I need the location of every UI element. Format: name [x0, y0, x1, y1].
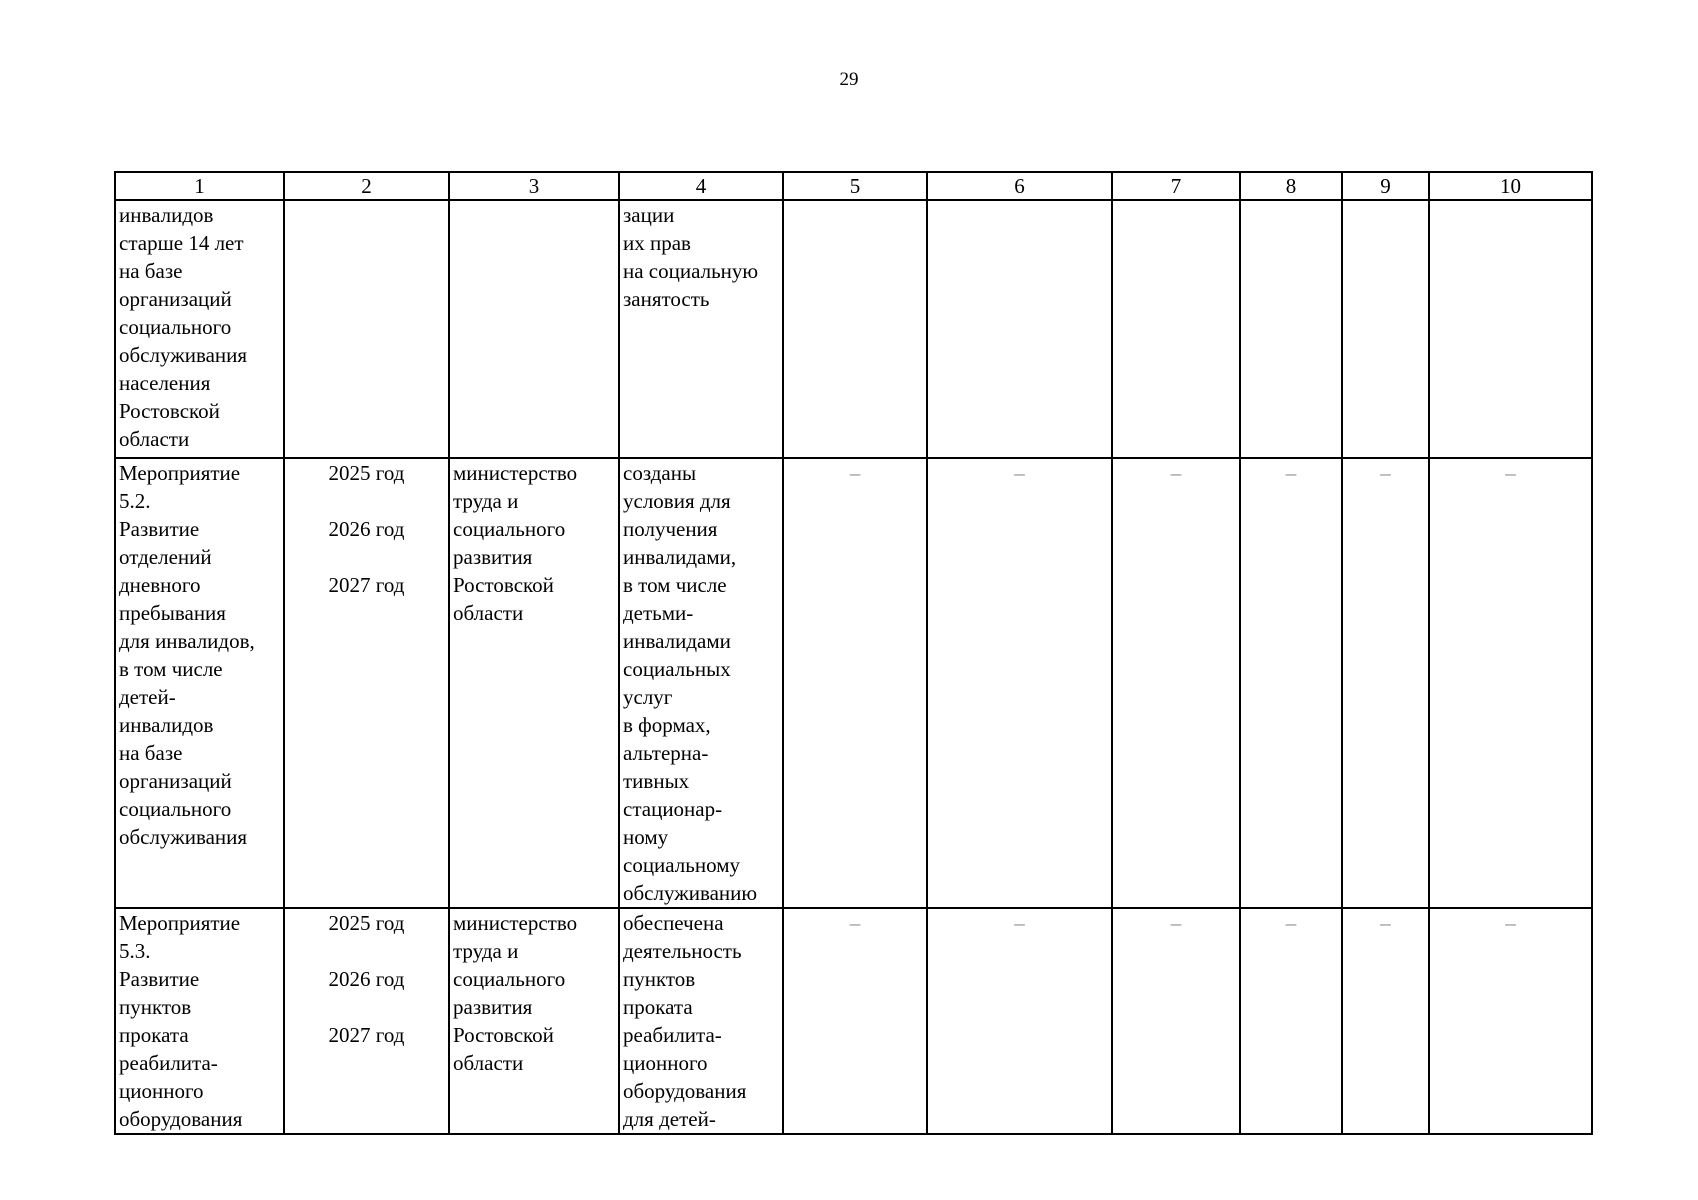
- measure-name-cell: Мероприятие 5.2. Развитие отделений дневного пребывания для инвалидов, в том числе детей- инвалидов на базе организаций социального обслуживания: [115, 458, 284, 908]
- table-row: [115, 458, 1592, 908]
- result-cell: обеспечена деятельность пунктов проката реабилита- ционного оборудования для детей-: [619, 908, 783, 1134]
- column-header-1: 1: [115, 172, 284, 200]
- value-cell: –: [1112, 908, 1240, 1134]
- value-cell: –: [1429, 908, 1592, 1134]
- table-row: [115, 200, 1592, 458]
- column-header-10: 10: [1429, 172, 1592, 200]
- column-header-9: 9: [1342, 172, 1429, 200]
- value-cell: –: [1112, 458, 1240, 908]
- value-cell: –: [783, 458, 927, 908]
- page-number: 29: [839, 69, 859, 90]
- result-cell: зации их прав на социальную занятость: [619, 200, 783, 458]
- period-cell: [284, 200, 449, 458]
- measure-name-cell: Мероприятие 5.3. Развитие пунктов проката реабилита- ционного оборудования: [115, 908, 284, 1134]
- value-cell: [1112, 200, 1240, 458]
- value-cell: –: [1342, 908, 1429, 1134]
- column-header-2: 2: [284, 172, 449, 200]
- executor-cell: министерство труда и социального развития Ростовской области: [449, 458, 619, 908]
- value-cell: –: [1240, 908, 1342, 1134]
- column-header-7: 7: [1112, 172, 1240, 200]
- period-cell: 2025 год 2026 год 2027 год: [284, 458, 449, 908]
- table-row: [115, 908, 1592, 1134]
- result-cell: созданы условия для получения инвалидами, в том числе детьми- инвалидами социальных услуг в формах, альтерна- тивных стационар- ному социальному обслуживанию: [619, 458, 783, 908]
- value-cell: –: [783, 908, 927, 1134]
- executor-cell: [449, 200, 619, 458]
- value-cell: [783, 200, 927, 458]
- period-cell: 2025 год 2026 год 2027 год: [284, 908, 449, 1134]
- value-cell: –: [1429, 458, 1592, 908]
- column-header-5: 5: [783, 172, 927, 200]
- value-cell: [927, 200, 1112, 458]
- program-table: [114, 171, 1593, 1135]
- column-header-4: 4: [619, 172, 783, 200]
- column-header-6: 6: [927, 172, 1112, 200]
- column-header-3: 3: [449, 172, 619, 200]
- executor-cell: министерство труда и социального развития Ростовской области: [449, 908, 619, 1134]
- value-cell: –: [1240, 458, 1342, 908]
- value-cell: [1429, 200, 1592, 458]
- header-row: [115, 172, 1592, 200]
- value-cell: –: [1342, 458, 1429, 908]
- column-header-8: 8: [1240, 172, 1342, 200]
- value-cell: –: [927, 458, 1112, 908]
- measure-name-cell: инвалидов старше 14 лет на базе организаций социального обслуживания населения Ростовской области: [115, 200, 284, 458]
- value-cell: [1342, 200, 1429, 458]
- value-cell: –: [927, 908, 1112, 1134]
- value-cell: [1240, 200, 1342, 458]
